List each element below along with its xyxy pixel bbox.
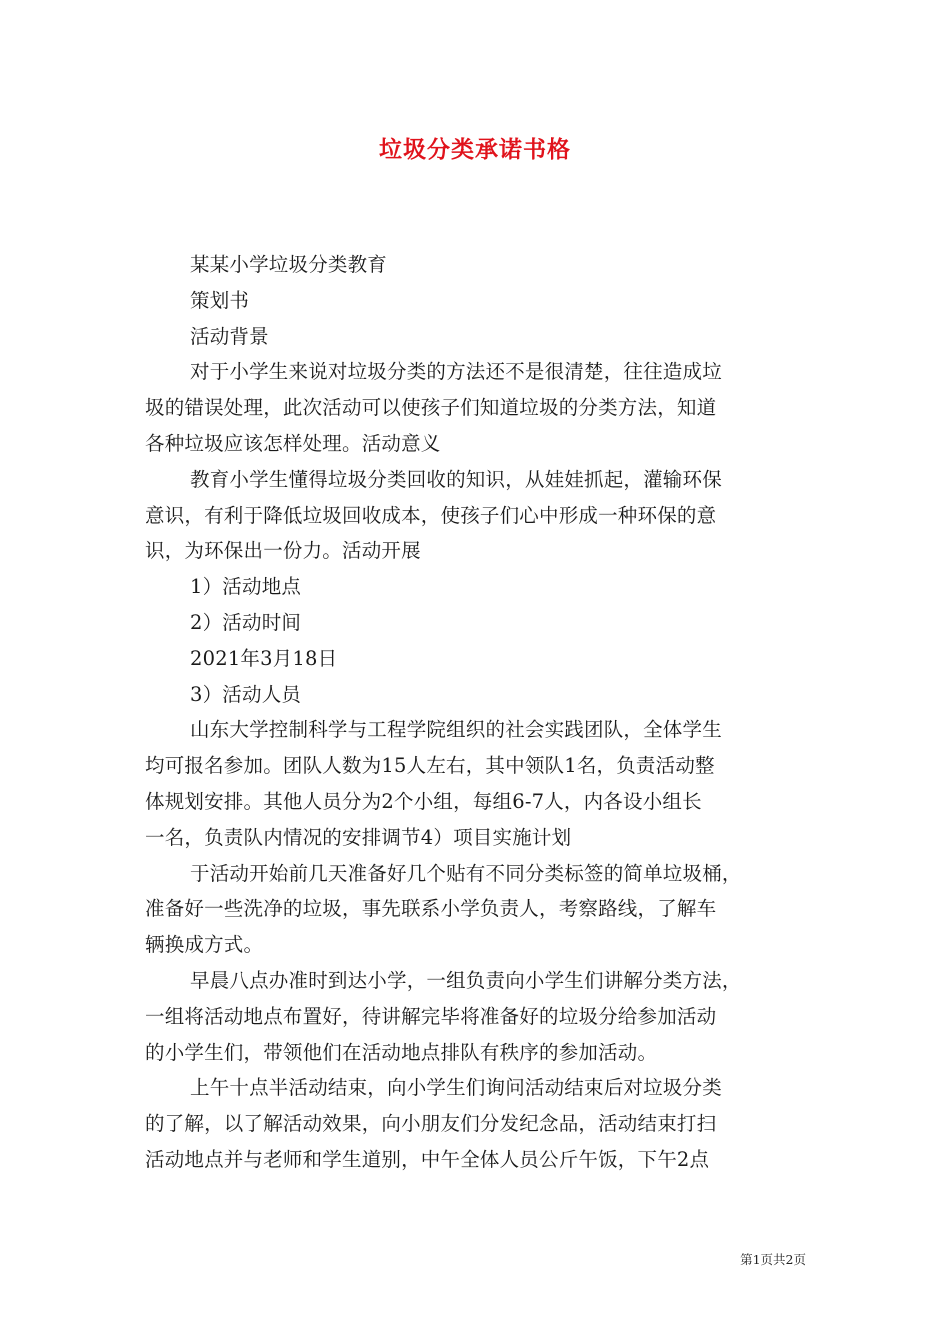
text-line: 1）活动地点 (190, 575, 302, 599)
text-line: 2021年3月18日 (190, 646, 338, 670)
text-line: 于活动开始前几天准备好几个贴有不同分类标签的简单垃圾桶， (190, 861, 742, 885)
text-line: 体规划安排。其他人员分为2个小组，每组6-7人，内各设小组长 (145, 789, 702, 813)
text-line: 的了解，以了解活动效果，向小朋友们分发纪念品，活动结束打扫 (145, 1112, 717, 1136)
text-line: 一名，负责队内情况的安排调节4）项目实施计划 (145, 825, 572, 849)
text-line: 活动背景 (190, 324, 269, 348)
text-line: 山东大学控制科学与工程学院组织的社会实践团队，全体学生 (190, 718, 722, 742)
text-line: 辆换成方式。 (145, 933, 264, 957)
document-body (145, 247, 815, 1178)
text-line: 某某小学垃圾分类教育 (190, 253, 388, 276)
text-line: 教育小学生懂得垃圾分类回收的知识，从娃娃抓起，灌输环保 (190, 467, 722, 491)
text-line: 圾的错误处理，此次活动可以使孩子们知道垃圾的分类方法，知道 (145, 396, 717, 420)
text-line: 意识，有利于降低垃圾回收成本，使孩子们心中形成一种环保的意 (145, 503, 717, 527)
text-line: 3）活动人员 (190, 682, 302, 706)
text-line: 策划书 (190, 288, 250, 312)
text-line: 一组将活动地点布置好，待讲解完毕将准备好的垃圾分给参加活动 (145, 1004, 717, 1028)
page-number: 第1页共2页 (740, 1252, 806, 1267)
page-title: 垃圾分类承诺书格 (379, 136, 571, 163)
text-line: 2）活动时间 (190, 610, 302, 634)
text-line: 识，为环保出一份力。活动开展 (145, 539, 421, 563)
text-line: 的小学生们，带领他们在活动地点排队有秩序的参加活动。 (145, 1040, 658, 1064)
text-line: 各种垃圾应该怎样处理。活动意义 (145, 431, 441, 455)
text-line: 对于小学生来说对垃圾分类的方法还不是很清楚，往往造成垃 (190, 360, 722, 384)
text-line: 上午十点半活动结束，向小学生们询问活动结束后对垃圾分类 (190, 1076, 722, 1100)
text-line: 准备好一些洗净的垃圾，事先联系小学负责人，考察路线，了解车 (145, 897, 717, 921)
text-line: 活动地点并与老师和学生道别，中午全体人员公斤午饭，下午2点 (145, 1147, 710, 1171)
text-line: 早晨八点办准时到达小学，一组负责向小学生们讲解分类方法， (190, 968, 742, 992)
text-line: 均可报名参加。团队人数为15人左右，其中领队1名，负责活动整 (145, 754, 715, 778)
